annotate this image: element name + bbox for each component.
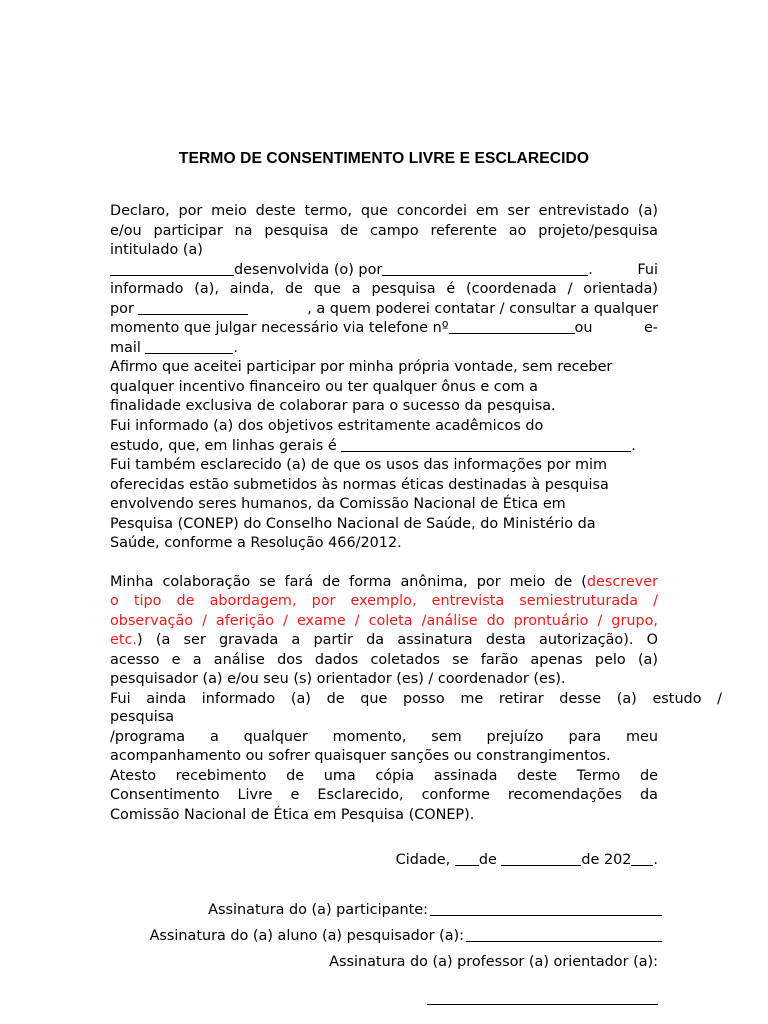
text-fragment: ) (a ser gravada a partir da assinatura desta autorização). O	[136, 632, 658, 648]
student-signature-label: Assinatura do (a) aluno (a) pesquisador (a):	[149, 928, 464, 944]
text-line: Declaro, por meio deste termo, que concordei em ser entrevistado (a)	[110, 203, 658, 219]
text-line	[110, 572, 658, 592]
student-signature-line[interactable]	[466, 941, 662, 942]
instruction-text: descrever	[586, 574, 658, 590]
text-line: envolvendo seres humanos, da Comissão Nacional de Ética em	[110, 496, 566, 512]
text-line: Fui informado (a) dos objetivos estritamente acadêmicos do	[110, 418, 544, 434]
text-fragment: .	[631, 438, 636, 454]
city-label: Cidade,	[395, 852, 455, 868]
text-line: qualquer incentivo financeiro ou ter qualquer ônus e com a	[110, 379, 538, 395]
text-fragment: .	[653, 852, 658, 868]
text-line: Pesquisa (CONEP) do Conselho Nacional de Saúde, do Ministério da	[110, 516, 596, 532]
email-blank[interactable]	[145, 339, 233, 354]
text-fragment: Fui	[637, 262, 658, 278]
text-line: acesso e a análise dos dados coletados se farão apenas pelo (a)	[110, 652, 658, 668]
advisor-signature-label: Assinatura do (a) professor (a) orientador (a):	[329, 954, 658, 970]
text-fragment: .	[588, 262, 593, 278]
text-line: informado (a), ainda, de que a pesquisa é (coordenada / orientada)	[110, 281, 658, 297]
text-line: acompanhamento ou sofrer quaisquer sanções ou constrangimentos.	[110, 748, 611, 764]
text-fragment: desenvolvida (o) por	[234, 262, 383, 278]
day-blank[interactable]	[455, 851, 479, 866]
text-fragment: estudo, que, em linhas gerais é	[110, 438, 337, 454]
phone-number-blank[interactable]	[449, 319, 575, 334]
year-blank[interactable]	[631, 851, 653, 866]
text-line	[110, 260, 658, 280]
text-line: Saúde, conforme a Resolução 466/2012.	[110, 535, 402, 551]
text-line: finalidade exclusiva de colaborar para o sucesso da pesquisa.	[110, 398, 556, 414]
text-fragment: mail	[110, 340, 141, 356]
date-line	[110, 850, 658, 870]
instruction-text: observação / aferição / exame / coleta /análise do prontuário / grupo,	[110, 613, 658, 629]
text-line: pesquisador (a) e/ou seu (s) orientador (es) / coordenador (es).	[110, 671, 566, 687]
study-objectives-blank[interactable]	[341, 437, 631, 452]
text-line: Afirmo que aceitei participar por minha própria vontade, sem receber	[110, 359, 613, 375]
text-line	[110, 436, 658, 456]
text-fragment: , a quem poderei contatar / consultar a qualquer	[307, 301, 658, 317]
text-line	[110, 338, 658, 358]
text-line: e/ou participar na pesquisa de campo referente ao projeto/pesquisa	[110, 223, 658, 239]
participant-signature-label: Assinatura do (a) participante:	[208, 902, 428, 918]
text-fragment: .	[233, 340, 238, 356]
coordinator-name-blank[interactable]	[138, 300, 248, 315]
participant-signature-line[interactable]	[430, 915, 662, 916]
text-line: pesquisa	[110, 709, 175, 725]
text-line: /programa a qualquer momento, sem prejuízo para meu	[110, 729, 658, 745]
text-line: Consentimento Livre e Esclarecido, conforme recomendações da	[110, 787, 658, 803]
instruction-text: o tipo de abordagem, por exemplo, entrevista semiestruturada /	[110, 593, 658, 609]
advisor-signature-line[interactable]	[427, 1004, 658, 1005]
text-line: oferecidas estão submetidos às normas éticas destinadas à pesquisa	[110, 477, 609, 493]
text-fragment: de 202	[581, 852, 632, 868]
researcher-name-blank[interactable]	[382, 261, 588, 276]
text-line: Fui ainda informado (a) de que posso me retirar desse (a) estudo /	[110, 691, 722, 707]
text-fragment: Minha colaboração se fará de forma anônima, por meio de (	[110, 574, 587, 590]
text-line	[110, 299, 658, 319]
text-fragment: ou	[574, 320, 593, 336]
text-line	[110, 630, 658, 650]
text-line: Comissão Nacional de Ética em Pesquisa (CONEP).	[110, 807, 475, 823]
text-fragment: por	[110, 301, 134, 317]
project-title-blank[interactable]	[110, 261, 234, 276]
document-title: TERMO DE CONSENTIMENTO LIVRE E ESCLARECIDO	[178, 150, 590, 167]
month-blank[interactable]	[501, 851, 581, 866]
text-line: intitulado (a)	[110, 242, 203, 258]
text-line: Atesto recebimento de uma cópia assinada deste Termo de	[110, 768, 658, 784]
text-fragment: e-	[643, 320, 658, 336]
text-line	[110, 318, 658, 338]
instruction-text: etc.	[110, 632, 137, 648]
text-line: Fui também esclarecido (a) de que os usos das informações por mim	[110, 457, 608, 473]
text-fragment: de	[478, 852, 502, 868]
text-fragment: momento que julgar necessário via telefone nº	[110, 320, 449, 336]
